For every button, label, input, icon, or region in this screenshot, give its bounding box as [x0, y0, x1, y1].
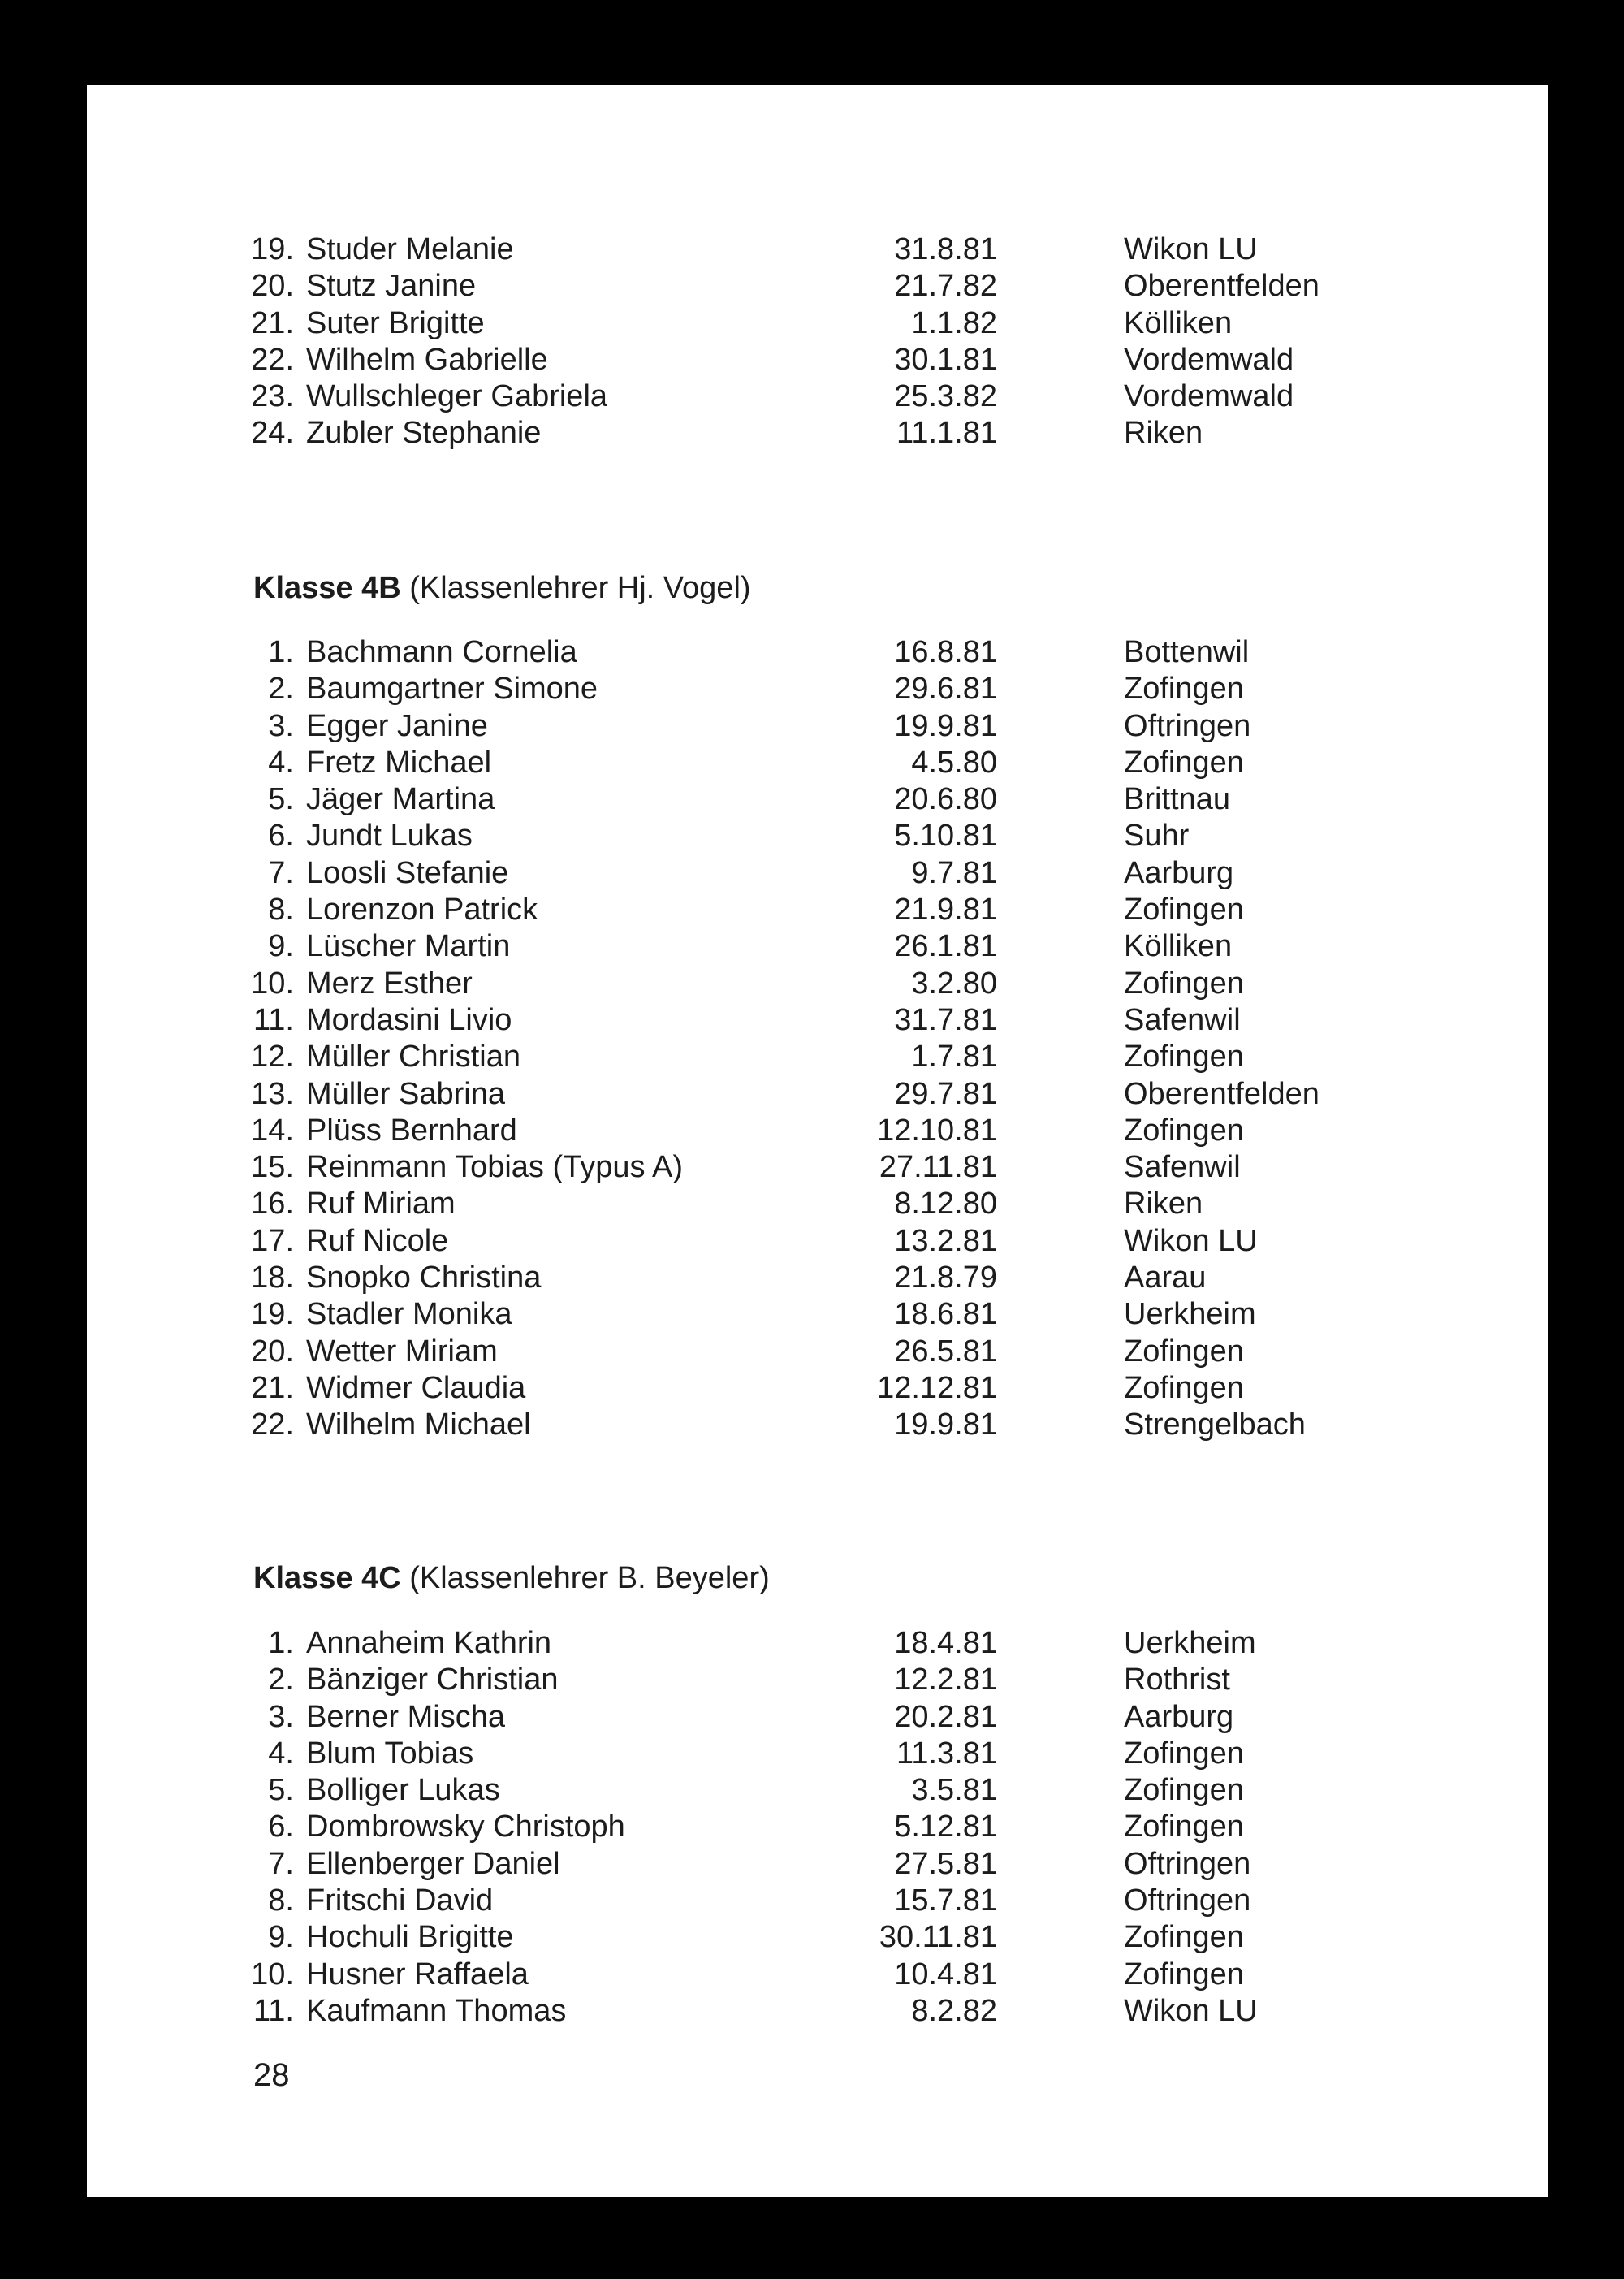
home-town: Wikon LU [1124, 1993, 1258, 2028]
student-number: 17. [251, 1223, 294, 1258]
student-number: 2. [268, 1663, 294, 1697]
home-town: Kölliken [1124, 305, 1233, 340]
student-number: 19. [251, 232, 294, 266]
student-number: 1. [268, 1626, 294, 1660]
home-town: Riken [1124, 1187, 1203, 1222]
home-town: Oberentfelden [1124, 269, 1320, 304]
home-town: Zofingen [1124, 1334, 1244, 1369]
student-number: 9. [268, 929, 294, 964]
student-number: 10. [251, 1957, 294, 1991]
student-name: Merz Esther [306, 966, 473, 1001]
home-town: Brittnau [1124, 782, 1230, 817]
home-town: Riken [1124, 416, 1203, 451]
student-number: 1. [268, 635, 294, 669]
birth-date: 20.6.80 [894, 782, 997, 817]
student-name: Mordasini Livio [306, 1002, 512, 1037]
home-town: Kölliken [1124, 929, 1233, 964]
student-row [87, 1296, 1548, 1333]
student-number: 13. [251, 1076, 294, 1111]
birth-date: 12.10.81 [877, 1113, 997, 1148]
student-row [87, 1993, 1548, 2030]
student-name: Baumgartner Simone [306, 672, 598, 707]
student-row [87, 1809, 1548, 1845]
student-number: 18. [251, 1261, 294, 1295]
student-row [87, 1407, 1548, 1443]
birth-date: 11.3.81 [896, 1736, 997, 1771]
birth-date: 31.8.81 [894, 232, 997, 266]
student-row [87, 1260, 1548, 1296]
student-number: 11. [253, 1993, 294, 2028]
student-row [87, 1039, 1548, 1075]
student-row [87, 1149, 1548, 1186]
student-row [87, 1919, 1548, 1956]
student-name: Blum Tobias [306, 1736, 474, 1771]
birth-date: 10.4.81 [894, 1957, 997, 1991]
student-row [87, 378, 1548, 415]
birth-date: 8.12.80 [894, 1187, 997, 1222]
class-4c-teacher: (Klassenlehrer B. Beyeler) [409, 1561, 770, 1595]
student-name: Kaufmann Thomas [306, 1993, 567, 2028]
page-number: 28 [253, 2057, 290, 2093]
student-number: 6. [268, 1810, 294, 1844]
student-name: Berner Mischa [306, 1699, 505, 1734]
birth-date: 26.5.81 [894, 1334, 997, 1369]
birth-date: 3.5.81 [911, 1773, 997, 1808]
student-number: 2. [268, 672, 294, 707]
home-town: Aarburg [1124, 1699, 1234, 1734]
student-name: Husner Raffaela [306, 1957, 529, 1991]
home-town: Oftringen [1124, 1846, 1251, 1881]
student-number: 23. [251, 379, 294, 414]
student-row [87, 1957, 1548, 1993]
student-number: 4. [268, 1736, 294, 1771]
student-name: Suter Brigitte [306, 305, 485, 340]
student-row [87, 745, 1548, 781]
birth-date: 12.12.81 [877, 1370, 997, 1405]
class-4c-student-list [87, 1625, 1548, 2030]
home-town: Zofingen [1124, 1810, 1244, 1844]
student-row [87, 1883, 1548, 1919]
student-row [87, 928, 1548, 965]
home-town: Suhr [1124, 819, 1190, 854]
birth-date: 19.9.81 [894, 1408, 997, 1442]
student-number: 14. [251, 1113, 294, 1148]
student-name: Stutz Janine [306, 269, 477, 304]
student-row [87, 1223, 1548, 1260]
student-number: 21. [251, 305, 294, 340]
student-number: 20. [251, 269, 294, 304]
birth-date: 29.7.81 [894, 1076, 997, 1111]
student-row [87, 1186, 1548, 1222]
home-town: Safenwil [1124, 1002, 1241, 1037]
student-name: Zubler Stephanie [306, 416, 542, 451]
student-name: Fretz Michael [306, 745, 492, 780]
home-town: Safenwil [1124, 1150, 1241, 1185]
student-number: 6. [268, 819, 294, 854]
home-town: Wikon LU [1124, 232, 1258, 266]
class-4c-title: Klasse 4C [253, 1561, 401, 1595]
birth-date: 13.2.81 [894, 1223, 997, 1258]
home-town: Rothrist [1124, 1663, 1230, 1697]
student-name: Wullschleger Gabriela [306, 379, 608, 414]
student-number: 7. [268, 1846, 294, 1881]
student-row [87, 1076, 1548, 1113]
home-town: Oftringen [1124, 1883, 1251, 1918]
student-number: 3. [268, 1699, 294, 1734]
student-row [87, 1370, 1548, 1407]
student-name: Annaheim Kathrin [306, 1626, 552, 1660]
student-name: Müller Christian [306, 1040, 520, 1075]
student-row [87, 268, 1548, 305]
birth-date: 1.7.81 [911, 1040, 997, 1075]
birth-date: 26.1.81 [894, 929, 997, 964]
student-row [87, 855, 1548, 892]
student-name: Ruf Nicole [306, 1223, 449, 1258]
birth-date: 19.9.81 [894, 708, 997, 743]
student-row [87, 1846, 1548, 1883]
student-name: Reinmann Tobias (Typus A) [306, 1150, 683, 1185]
student-name: Lüscher Martin [306, 929, 511, 964]
student-name: Jäger Martina [306, 782, 495, 817]
student-name: Plüss Bernhard [306, 1113, 517, 1148]
student-number: 16. [251, 1187, 294, 1222]
birth-date: 9.7.81 [911, 855, 997, 890]
birth-date: 5.12.81 [894, 1810, 997, 1844]
home-town: Strengelbach [1124, 1408, 1306, 1442]
home-town: Oftringen [1124, 708, 1251, 743]
student-row [87, 671, 1548, 707]
home-town: Bottenwil [1124, 635, 1250, 669]
class-4b-heading [253, 569, 751, 607]
student-name: Bolliger Lukas [306, 1773, 500, 1808]
student-row [87, 415, 1548, 452]
student-name: Widmer Claudia [306, 1370, 526, 1405]
student-row [87, 1002, 1548, 1039]
birth-date: 21.9.81 [894, 893, 997, 928]
student-name: Wilhelm Michael [306, 1408, 531, 1442]
student-row [87, 1772, 1548, 1809]
class-4b-teacher: (Klassenlehrer Hj. Vogel) [409, 571, 751, 605]
home-town: Zofingen [1124, 1920, 1244, 1955]
birth-date: 31.7.81 [894, 1002, 997, 1037]
home-town: Zofingen [1124, 1370, 1244, 1405]
student-row [87, 305, 1548, 342]
student-name: Jundt Lukas [306, 819, 473, 854]
student-name: Snopko Christina [306, 1261, 542, 1295]
birth-date: 21.8.79 [894, 1261, 997, 1295]
student-number: 22. [251, 1408, 294, 1442]
home-town: Vordemwald [1124, 342, 1294, 377]
home-town: Aarburg [1124, 855, 1234, 890]
student-number: 3. [268, 708, 294, 743]
birth-date: 12.2.81 [894, 1663, 997, 1697]
home-town: Wikon LU [1124, 1223, 1258, 1258]
student-name: Wilhelm Gabrielle [306, 342, 548, 377]
birth-date: 18.4.81 [894, 1626, 997, 1660]
student-row [87, 781, 1548, 818]
class-4b-title: Klasse 4B [253, 571, 401, 605]
student-number: 11. [253, 1002, 294, 1037]
student-number: 8. [268, 893, 294, 928]
home-town: Zofingen [1124, 893, 1244, 928]
student-number: 21. [251, 1370, 294, 1405]
home-town: Zofingen [1124, 1957, 1244, 1991]
birth-date: 8.2.82 [911, 1993, 997, 2028]
student-number: 19. [251, 1297, 294, 1332]
student-row [87, 1736, 1548, 1772]
birth-date: 27.5.81 [894, 1846, 997, 1881]
home-town: Zofingen [1124, 1040, 1244, 1075]
student-number: 22. [251, 342, 294, 377]
student-name: Wetter Miriam [306, 1334, 498, 1369]
student-number: 15. [251, 1150, 294, 1185]
student-number: 12. [251, 1040, 294, 1075]
birth-date: 16.8.81 [894, 635, 997, 669]
student-name: Loosli Stefanie [306, 855, 509, 890]
student-name: Bachmann Cornelia [306, 635, 577, 669]
student-number: 20. [251, 1334, 294, 1369]
home-town: Oberentfelden [1124, 1076, 1320, 1111]
student-row [87, 708, 1548, 745]
birth-date: 20.2.81 [894, 1699, 997, 1734]
home-town: Zofingen [1124, 1736, 1244, 1771]
student-row [87, 1662, 1548, 1698]
birth-date: 29.6.81 [894, 672, 997, 707]
student-name: Ruf Miriam [306, 1187, 456, 1222]
birth-date: 3.2.80 [911, 966, 997, 1001]
birth-date: 18.6.81 [894, 1297, 997, 1332]
student-number: 24. [251, 416, 294, 451]
home-town: Zofingen [1124, 745, 1244, 780]
student-row [87, 1334, 1548, 1370]
student-row [87, 892, 1548, 928]
student-row [87, 966, 1548, 1002]
home-town: Uerkheim [1124, 1297, 1256, 1332]
student-name: Lorenzon Patrick [306, 893, 538, 928]
student-name: Fritschi David [306, 1883, 494, 1918]
student-row [87, 818, 1548, 854]
continuation-student-list [87, 231, 1548, 452]
document-page [87, 85, 1548, 2197]
birth-date: 30.1.81 [894, 342, 997, 377]
student-name: Stadler Monika [306, 1297, 512, 1332]
student-number: 4. [268, 745, 294, 780]
home-town: Zofingen [1124, 672, 1244, 707]
student-row [87, 1699, 1548, 1736]
home-town: Zofingen [1124, 1113, 1244, 1148]
birth-date: 1.1.82 [911, 305, 997, 340]
home-town: Zofingen [1124, 1773, 1244, 1808]
student-name: Bänziger Christian [306, 1663, 559, 1697]
birth-date: 30.11.81 [879, 1920, 997, 1955]
student-number: 7. [268, 855, 294, 890]
student-number: 10. [251, 966, 294, 1001]
student-name: Studer Melanie [306, 232, 514, 266]
student-row [87, 634, 1548, 671]
birth-date: 4.5.80 [911, 745, 997, 780]
student-row [87, 342, 1548, 378]
birth-date: 15.7.81 [894, 1883, 997, 1918]
home-town: Aarau [1124, 1261, 1207, 1295]
student-number: 5. [268, 1773, 294, 1808]
home-town: Vordemwald [1124, 379, 1294, 414]
student-name: Hochuli Brigitte [306, 1920, 514, 1955]
class-4b-student-list [87, 634, 1548, 1444]
student-name: Dombrowsky Christoph [306, 1810, 625, 1844]
student-name: Ellenberger Daniel [306, 1846, 560, 1881]
student-name: Egger Janine [306, 708, 488, 743]
student-row [87, 1625, 1548, 1662]
home-town: Zofingen [1124, 966, 1244, 1001]
student-number: 9. [268, 1920, 294, 1955]
birth-date: 25.3.82 [894, 379, 997, 414]
birth-date: 11.1.81 [896, 416, 997, 451]
student-number: 5. [268, 782, 294, 817]
student-row [87, 231, 1548, 268]
birth-date: 21.7.82 [894, 269, 997, 304]
student-number: 8. [268, 1883, 294, 1918]
birth-date: 5.10.81 [894, 819, 997, 854]
student-name: Müller Sabrina [306, 1076, 505, 1111]
class-4c-heading [253, 1559, 770, 1597]
birth-date: 27.11.81 [879, 1150, 997, 1185]
home-town: Uerkheim [1124, 1626, 1256, 1660]
student-row [87, 1113, 1548, 1149]
